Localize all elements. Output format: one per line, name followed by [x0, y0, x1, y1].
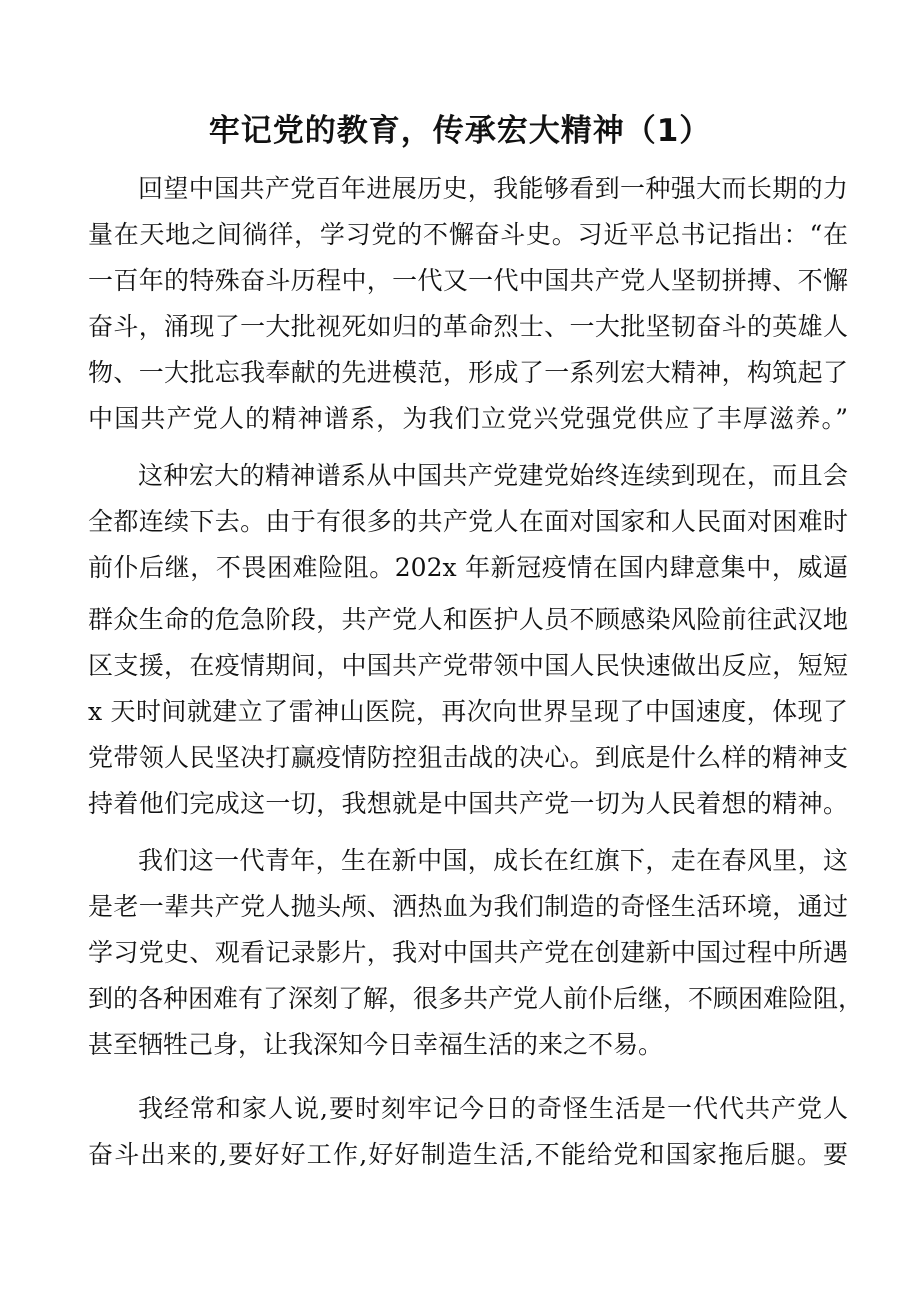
text-line: 前仆后继，不畏困难险阻。202x 年新冠疫情在国内肆意集中，威逼 — [88, 553, 848, 582]
text-line: 党带领人民坚决打赢疫情防控狙击战的决心。到底是什么样的精神支 — [88, 743, 848, 772]
text-line: 我经常和家人说,要时刻牢记今日的奇怪生活是一代代共产党人 — [138, 1094, 848, 1123]
text-line: 群众生命的危急阶段，共产党人和医护人员不顾感染风险前往武汉地 — [88, 605, 848, 634]
text-line: 奋斗出来的,要好好工作,好好制造生活,不能给党和国家拖后腿。要 — [88, 1140, 848, 1169]
text-line: 持着他们完成这一切，我想就是中国共产党一切为人民着想的精神。 — [88, 789, 848, 818]
text-line: 区支援，在疫情期间，中国共产党带领中国人民快速做出反应，短短 — [88, 651, 848, 680]
text-line: 中国共产党人的精神谱系，为我们立党兴党强党供应了丰厚滋养。” — [88, 404, 848, 433]
document-title: 牢记党的教育，传承宏大精神（1） — [208, 113, 712, 149]
text-line: 这种宏大的精神谱系从中国共产党建党始终连续到现在，而且会 — [138, 461, 848, 490]
text-line: 回望中国共产党百年进展历史，我能够看到一种强大而长期的力 — [138, 174, 848, 203]
text-line: 全都连续下去。由于有很多的共产党人在面对国家和人民面对困难时 — [88, 507, 848, 536]
text-line: 量在天地之间徜徉，学习党的不懈奋斗史。习近平总书记指出：“在 — [88, 220, 848, 249]
text-line: 甚至牺牲己身，让我深知今日幸福生活的来之不易。 — [88, 1030, 664, 1059]
text-line: 学习党史、观看记录影片，我对中国共产党在创建新中国过程中所遇 — [88, 938, 848, 967]
text-line: 一百年的特殊奋斗历程中，一代又一代中国共产党人坚韧拼搏、不懈 — [88, 266, 848, 295]
text-line: x 天时间就建立了雷神山医院，再次向世界呈现了中国速度，体现了 — [88, 697, 848, 726]
text-line: 我们这一代青年，生在新中国，成长在红旗下，走在春风里，这 — [138, 846, 848, 875]
text-line: 奋斗，涌现了一大批视死如归的革命烈士、一大批坚韧奋斗的英雄人 — [88, 312, 848, 341]
text-line: 到的各种困难有了深刻了解，很多共产党人前仆后继，不顾困难险阻， — [88, 984, 864, 1013]
text-line: 是老一辈共产党人抛头颅、洒热血为我们制造的奇怪生活环境，通过 — [88, 892, 848, 921]
text-line: 物、一大批忘我奉献的先进模范，形成了一系列宏大精神，构筑起了 — [88, 358, 848, 387]
